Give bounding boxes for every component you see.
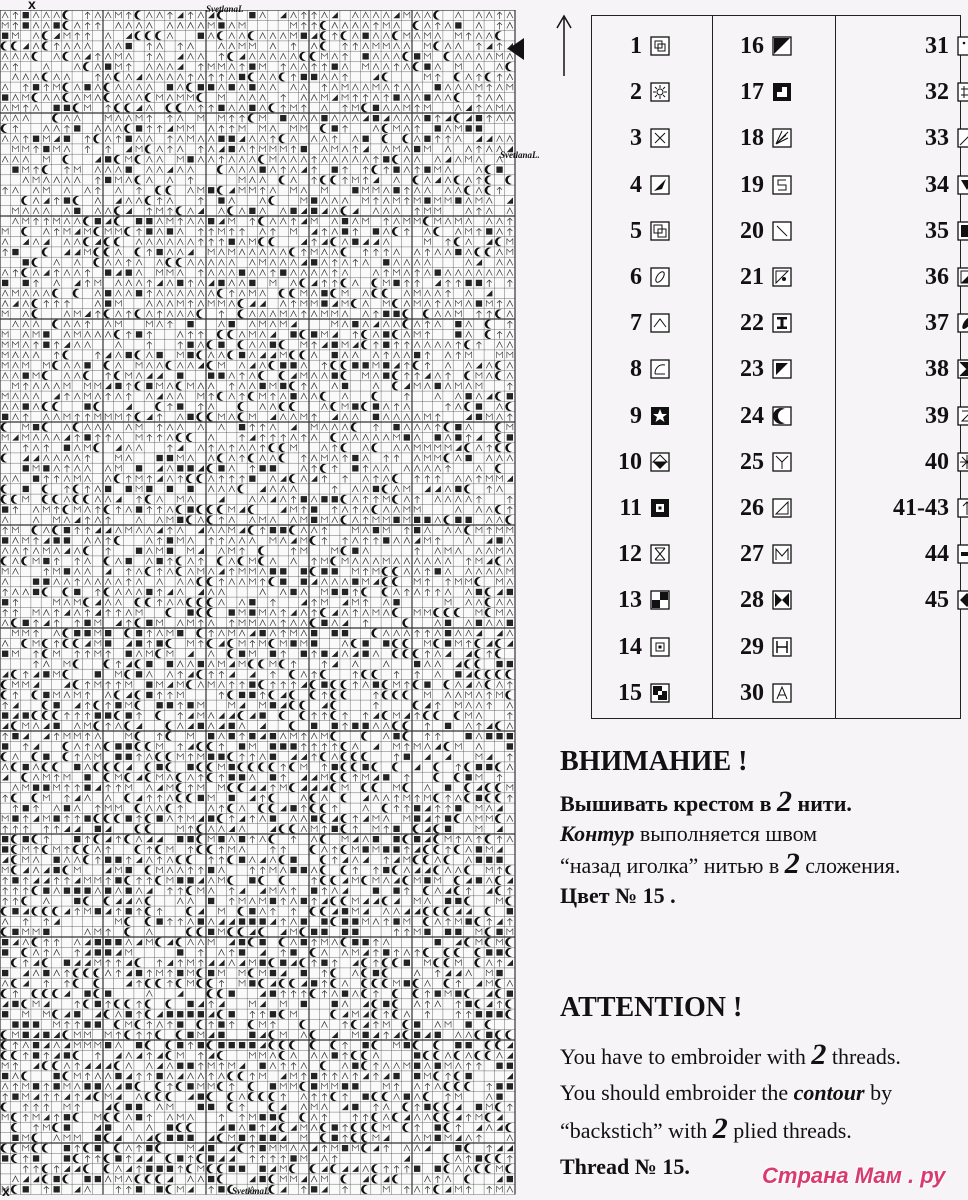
- legend-item: [592, 539, 670, 569]
- sun-icon: [650, 82, 670, 102]
- x-triangles-icon: [957, 359, 968, 379]
- legend-number: 40: [925, 448, 949, 475]
- legend-item: [714, 493, 792, 523]
- instructions: [560, 745, 960, 1185]
- legend-item: [592, 632, 670, 662]
- up-arrow-icon: [957, 498, 968, 518]
- filled-oval-icon: [957, 313, 968, 333]
- y-shape-icon: [772, 452, 792, 472]
- legend-number: 19: [740, 171, 764, 198]
- half-triangle-icon: [772, 498, 792, 518]
- legend-number: 32: [925, 79, 949, 106]
- half-diamond-icon: [650, 452, 670, 472]
- legend-item: [592, 170, 670, 200]
- z-shape-icon: [957, 406, 968, 426]
- down-triangle-icon: [957, 175, 968, 195]
- two-dots-icon: [957, 36, 968, 56]
- legend-number: 20: [740, 217, 764, 244]
- legend-number: 8: [630, 356, 642, 383]
- legend-item: [837, 31, 968, 61]
- legend-number: 4: [630, 171, 642, 198]
- note-en-line1: You have to embroider with 2 threads.: [560, 1038, 901, 1071]
- legend-item: [837, 493, 968, 523]
- legend-number: 31: [925, 33, 949, 59]
- corner-mark-top: x: [28, 0, 36, 12]
- center-marker-icon: [508, 38, 524, 60]
- legend-item: [837, 539, 968, 569]
- legend-item: [837, 262, 968, 292]
- legend-item: [714, 308, 792, 338]
- legend-item: [592, 308, 670, 338]
- star-icon: [650, 406, 670, 426]
- half-filled-square-icon: [957, 267, 968, 287]
- legend-item: [592, 401, 670, 431]
- legend-number: 16: [740, 33, 764, 59]
- bowtie-icon: [772, 590, 792, 610]
- legend-item: [837, 447, 968, 477]
- legend-item: [592, 123, 670, 153]
- oval-outline-icon: [650, 267, 670, 287]
- solid-square-icon: [957, 221, 968, 241]
- legend-number: 14: [618, 633, 642, 660]
- legend-item: [592, 31, 670, 61]
- filled-small-square-icon: [772, 359, 792, 379]
- legend-item: [837, 123, 968, 153]
- legend-item: [714, 170, 792, 200]
- legend-item: [592, 447, 670, 477]
- note-en-line4: Thread № 15.: [560, 1154, 690, 1179]
- legend-number: 34: [925, 171, 949, 198]
- watermark-mid: SvetlanaL.: [500, 150, 540, 160]
- note-ru-line4: Цвет № 15 .: [560, 883, 676, 908]
- h-bar-icon: [772, 637, 792, 657]
- filled-square-dot-icon: [772, 82, 792, 102]
- legend-item: [714, 447, 792, 477]
- legend-item: [592, 585, 670, 615]
- legend-item: [837, 308, 968, 338]
- overlapping-squares-icon: [650, 221, 670, 241]
- legend-item: [714, 262, 792, 292]
- hash-icon: [957, 82, 968, 102]
- legend-number: 26: [740, 495, 764, 521]
- legend-item: [714, 401, 792, 431]
- legend-number: 12: [618, 541, 642, 568]
- watermark-bottom: SvetlanaL: [232, 1186, 270, 1196]
- legend-number: 13: [618, 587, 642, 614]
- a-letter-icon: [772, 683, 792, 703]
- legend-item: [592, 77, 670, 107]
- legend-number: 6: [630, 264, 642, 290]
- legend-item: [837, 170, 968, 200]
- m-shape-icon: [772, 544, 792, 564]
- corner-mark-bottom: x: [2, 1183, 10, 1199]
- legend-number: 15: [618, 679, 642, 706]
- legend-number: 7: [630, 310, 642, 337]
- legend-item: [592, 354, 670, 384]
- asterisk-icon: [957, 452, 968, 472]
- legend-number: 2: [630, 79, 642, 106]
- legend-number: 33: [925, 125, 949, 152]
- legend-number: 11: [619, 495, 642, 521]
- i-beam-icon: [772, 313, 792, 333]
- legend-item: [837, 216, 968, 246]
- legend-number: 25: [740, 448, 764, 475]
- legend-item: [714, 632, 792, 662]
- checker-icon: [650, 590, 670, 610]
- legend-number: 18: [740, 125, 764, 152]
- legend-number: 28: [740, 587, 764, 614]
- note-ru-line1: Вышивать крестом в 2 нити.: [560, 785, 852, 818]
- bird-arrow-icon: [650, 175, 670, 195]
- legend-item: [714, 354, 792, 384]
- legend-item: [714, 31, 792, 61]
- legend-item: [714, 216, 792, 246]
- legend-item: [837, 77, 968, 107]
- site-watermark: Страна Мам . ру: [762, 1163, 946, 1188]
- diagonal-square-icon: [957, 128, 968, 148]
- legend-number: 21: [740, 264, 764, 290]
- legend-item: [714, 585, 792, 615]
- legend-number: 30: [740, 679, 764, 706]
- watermark-top: SvetlanaL: [206, 4, 244, 14]
- legend-number: 23: [740, 356, 764, 383]
- legend-number: 44: [925, 541, 949, 568]
- legend-number: 9: [630, 402, 642, 429]
- hourglass-x-icon: [650, 544, 670, 564]
- minus-box-icon: [957, 544, 968, 564]
- legend-number: 29: [740, 633, 764, 660]
- legend-number: 17: [740, 79, 764, 106]
- note-en-line3: “backstich” with 2 plied threads.: [560, 1112, 852, 1145]
- caret-up-icon: [650, 313, 670, 333]
- s-shape-icon: [772, 175, 792, 195]
- legend-item: [592, 262, 670, 292]
- legend-number: 41-43: [893, 495, 949, 521]
- legend-number: 3: [630, 125, 642, 152]
- heading-en: ATTENTION !: [560, 992, 743, 1023]
- legend-number: 39: [925, 402, 949, 429]
- legend-item: [592, 678, 670, 708]
- legend-number: 5: [630, 217, 642, 244]
- legend-item: [714, 123, 792, 153]
- legend-item: [592, 216, 670, 246]
- legend-item: [714, 678, 792, 708]
- diagonal-line-icon: [772, 221, 792, 241]
- heading-ru: ВНИМАНИЕ !: [560, 746, 748, 777]
- note-ru-line2: Контур выполняется швом: [560, 821, 818, 846]
- legend-item: [837, 354, 968, 384]
- legend-item: [592, 493, 670, 523]
- legend-number: 36: [925, 264, 949, 290]
- legend-number: 45: [925, 587, 949, 614]
- legend-item: [714, 539, 792, 569]
- legend-number: 10: [618, 448, 642, 475]
- legend-number: 38: [925, 356, 949, 383]
- legend-number: 22: [740, 310, 764, 337]
- crossed-arrows-icon: [650, 128, 670, 148]
- legend-item: [837, 585, 968, 615]
- legend-number: 24: [740, 402, 764, 429]
- filled-offset-squares-icon: [650, 683, 670, 703]
- square-in-square-icon: [650, 36, 670, 56]
- triangle-dot-icon: [772, 267, 792, 287]
- fan-lines-icon: [772, 128, 792, 148]
- up-arrow-indicator-icon: [552, 14, 576, 76]
- legend-item: [837, 401, 968, 431]
- dot-in-square-icon: [650, 637, 670, 657]
- leaf-curve-icon: [650, 359, 670, 379]
- legend-number: 37: [925, 310, 949, 337]
- note-ru-line3: “назад иголка” нитью в 2 сложения.: [560, 847, 901, 880]
- chart-grid: [0, 10, 516, 1195]
- legend-item: [714, 77, 792, 107]
- filled-corner-triangle-icon: [772, 36, 792, 56]
- diamond-icon: [957, 590, 968, 610]
- symbol-legend: [591, 15, 961, 719]
- legend-number: 35: [925, 217, 949, 244]
- crescent-icon: [772, 406, 792, 426]
- dot-in-filled-square-icon: [650, 498, 670, 518]
- note-en-line2: You should embroider the contour by: [560, 1080, 893, 1105]
- legend-number: 27: [740, 541, 764, 568]
- legend-number: 1: [630, 33, 642, 59]
